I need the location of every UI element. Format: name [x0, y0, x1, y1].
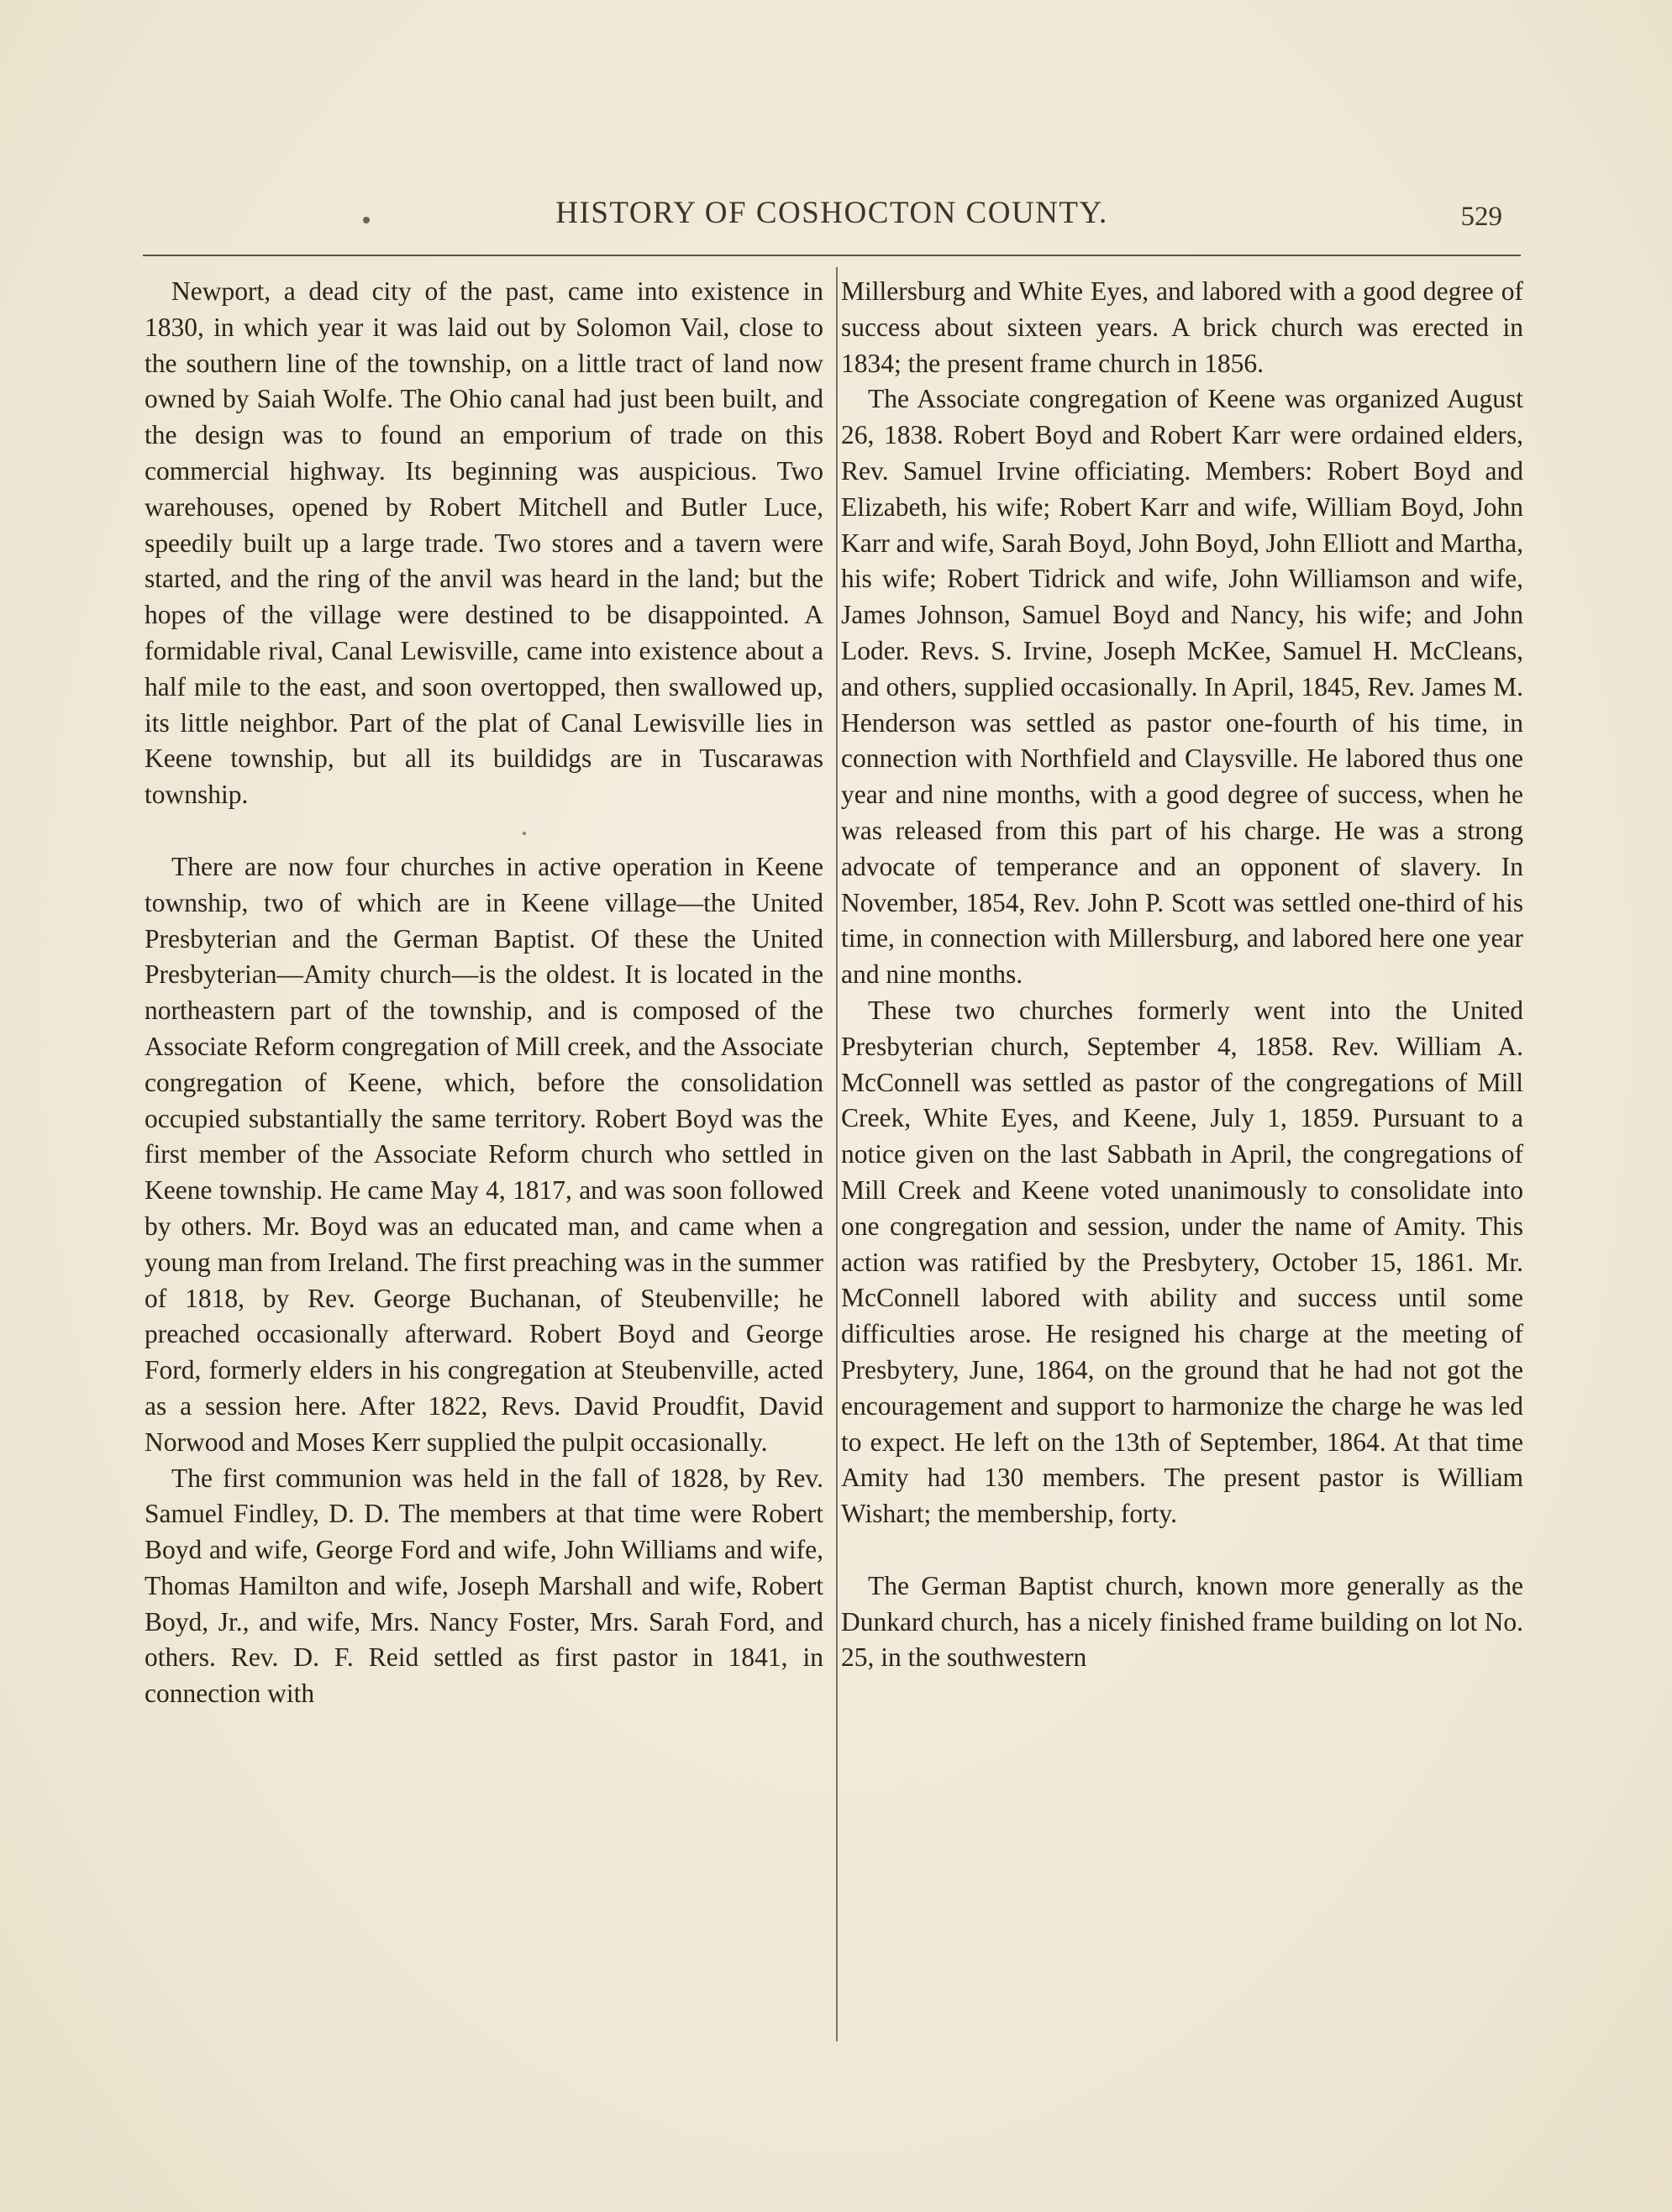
left-column [145, 274, 823, 1712]
column-divider [836, 267, 838, 2041]
page-number: 529 [1460, 202, 1502, 232]
paragraph-first-communion: The first communion was held in the fall of 1828, by Rev. Samuel Findley, D. D. The members at that time were Robert Boyd and wife, George Ford and wife, John Williams and wife, Thomas Hamilton and wife, Joseph Marshall and wife, Robert Boyd, Jr., and wife, Mrs. Nancy Foster, Mrs. Sarah Ford, and others. Rev. D. F. Reid settled as first pastor in 1841, in connection with [145, 1463, 823, 1709]
header-rule [143, 255, 1521, 256]
paragraph-continuation: Millersburg and White Eyes, and labored with a good degree of success about sixteen years. A brick church was erected in 1834; the present frame church in 1856. [841, 276, 1523, 378]
running-title: HISTORY OF COSHOCTON COUNTY. [555, 196, 1108, 230]
paragraph-united-presbyterian: These two churches formerly went into the United Presbyterian church, September 4, 1858. Rev. William A. McConnell was settled as pastor of the congregations of Mill Creek, White Eyes, and Keene, July 1, 1859. Pursuant to a notice given on the last Sabbath in April, the congregations of Mill Creek and Keene voted unanimously to consolidate into one congregation and session, under the name of Amity. This action was ratified by the Presbytery, October 15, 1861. Mr. McConnell labored with ability and success until some difficulties arose. He resigned his charge at the meeting of Presbytery, June, 1864, on the ground that he had not got the encouragement and support to harmonize the charge he was led to expect. He left on the 13th of September, 1864. At that time Amity had 130 members. The present pastor is William Wishart; the membership, forty. [841, 995, 1523, 1529]
paragraph-associate-congregation: The Associate congregation of Keene was organized August 26, 1838. Robert Boyd and Robert Karr were ordained elders, Rev. Samuel Irvine officiating. Members: Robert Boyd and Elizabeth, his wife; Robert Karr and wife, William Boyd, John Karr and wife, Sarah Boyd, John Boyd, John Elliott and Martha, his wife; Robert Tidrick and wife, John Williamson and wife, James Johnson, Samuel Boyd and Nancy, his wife; and John Loder. Revs. S. Irvine, Joseph McKee, Samuel H. McCleans, and others, supplied occasionally. In April, 1845, Rev. James M. Henderson was settled as pastor one-fourth of his time, in connection with Northfield and Claysville. He labored thus one year and nine months, with a good degree of success, when he was released from this part of his charge. He was a strong advocate of temperance and an opponent of slavery. In November, 1854, Rev. John P. Scott was settled one-third of his time, in connection with Millersburg, and labored here one year and nine months. [841, 384, 1523, 990]
paragraph-german-baptist: The German Baptist church, known more generally as the Dunkard church, has a nicely finished frame building on lot No. 25, in the southwestern [841, 1570, 1523, 1673]
paragraph-newport: Newport, a dead city of the past, came into existence in 1830, in which year it was laid out by Solomon Vail, close to the southern line of the township, on a little tract of land now owned by Saiah Wolfe. The Ohio canal had just been built, and the design was to found an emporium of trade on this commercial highway. Its beginning was auspicious. Two warehouses, opened by Robert Mitchell and Butler Luce, speedily built up a large trade. Two stores and a tavern were started, and the ring of the anvil was heard in the land; but the hopes of the village were destined to be disappointed. A formidable rival, Canal Lewisville, came into existence about a half mile to the east, and soon overtopped, then swallowed up, its little neighbor. Part of the plat of Canal Lewisville lies in Keene township, but all its buildidgs are in Tuscarawas township. [145, 276, 823, 810]
paragraph-churches: There are now four churches in active operation in Keene township, two of which are in Keene village—the United Presbyterian and the German Baptist. Of these the United Presbyterian—Amity church—is the oldest. It is located in the northeastern part of the township, and is composed of the Associate Reform congregation of Mill creek, and the Associate congregation of Keene, which, before the consolidation occupied substantially the same territory. Robert Boyd was the first member of the Associate Reform church who settled in Keene township. He came May 4, 1817, and was soon followed by others. Mr. Boyd was an educated man, and came when a young man from Ireland. The first preaching was in the summer of 1818, by Rev. George Buchanan, of Steubenville; he preached occasionally afterward. Robert Boyd and George Ford, formerly elders in his congregation at Steubenville, acted as a session here. After 1822, Revs. David Proudfit, David Norwood and Moses Kerr supplied the pulpit occasionally. [145, 851, 823, 1457]
section-separator [145, 813, 823, 849]
page-header [143, 192, 1521, 242]
right-column [841, 274, 1523, 1676]
